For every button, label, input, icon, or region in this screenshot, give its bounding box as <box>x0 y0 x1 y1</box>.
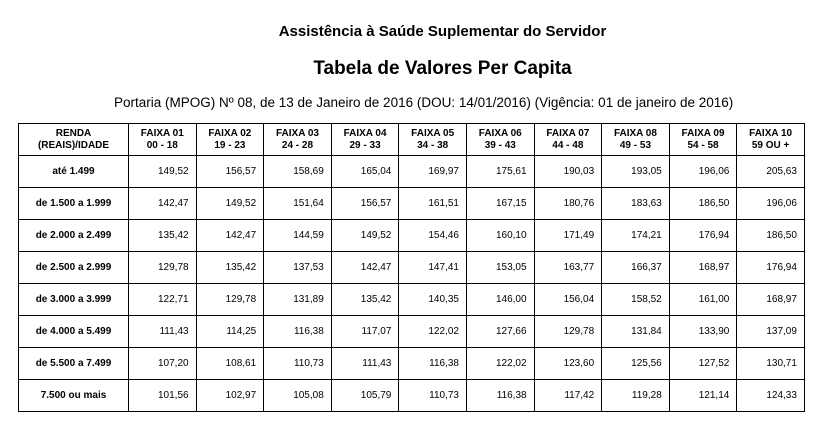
price-table <box>18 123 805 412</box>
price-cell: 168,97 <box>669 252 737 284</box>
price-cell: 131,84 <box>602 316 670 348</box>
age-band-range: 44 - 48 <box>552 139 584 151</box>
price-cell: 133,90 <box>669 316 737 348</box>
table-title: Tabela de Valores Per Capita <box>313 58 572 79</box>
price-cell: 186,50 <box>669 188 737 220</box>
table-row <box>19 348 805 380</box>
price-cell: 101,56 <box>129 380 197 412</box>
age-band-range: 49 - 53 <box>619 139 652 151</box>
price-cell: 107,20 <box>129 348 197 380</box>
price-cell: 129,78 <box>534 316 602 348</box>
price-cell: 110,73 <box>399 380 467 412</box>
price-cell: 169,97 <box>399 156 467 188</box>
price-cell: 127,66 <box>466 316 534 348</box>
price-cell: 154,46 <box>399 220 467 252</box>
price-cell: 153,05 <box>466 252 534 284</box>
table-row <box>19 284 805 316</box>
price-cell: 116,38 <box>466 380 534 412</box>
price-cell: 122,02 <box>399 316 467 348</box>
price-cell: 158,52 <box>602 284 670 316</box>
price-cell: 176,94 <box>737 252 805 284</box>
income-range-label: de 2.500 a 2.999 <box>19 252 129 284</box>
price-cell: 122,02 <box>466 348 534 380</box>
price-cell: 180,76 <box>534 188 602 220</box>
price-cell: 161,00 <box>669 284 737 316</box>
age-band-code: FAIXA 10 <box>749 127 793 139</box>
income-range-label: 7.500 ou mais <box>19 380 129 412</box>
price-cell: 171,49 <box>534 220 602 252</box>
ordinance-reference: Portaria (MPOG) Nº 08, de 13 de Janeiro de 2016 (DOU: 14/01/2016) (Vigência: 01 de janeiro de 2016) <box>114 95 734 110</box>
income-header-line: RENDA <box>55 127 92 139</box>
age-band-header <box>399 124 467 156</box>
age-band-range: 24 - 28 <box>281 139 314 151</box>
price-cell: 146,00 <box>466 284 534 316</box>
age-band-code: FAIXA 08 <box>613 127 657 139</box>
price-cell: 124,33 <box>737 380 805 412</box>
price-cell: 108,61 <box>196 348 264 380</box>
price-cell: 183,63 <box>602 188 670 220</box>
income-range-label: até 1.499 <box>19 156 129 188</box>
income-range-label: de 5.500 a 7.499 <box>19 348 129 380</box>
price-cell: 129,78 <box>129 252 197 284</box>
income-range-label: de 3.000 a 3.999 <box>19 284 129 316</box>
price-cell: 168,97 <box>737 284 805 316</box>
table-row <box>19 156 805 188</box>
price-cell: 121,14 <box>669 380 737 412</box>
price-cell: 190,03 <box>534 156 602 188</box>
price-cell: 149,52 <box>129 156 197 188</box>
price-cell: 135,42 <box>129 220 197 252</box>
price-cell: 114,25 <box>196 316 264 348</box>
price-cell: 131,89 <box>264 284 332 316</box>
price-cell: 117,42 <box>534 380 602 412</box>
age-band-header <box>196 124 264 156</box>
income-range-label: de 1.500 a 1.999 <box>19 188 129 220</box>
age-band-code: FAIXA 03 <box>275 127 319 139</box>
price-cell: 176,94 <box>669 220 737 252</box>
header-row <box>19 124 805 156</box>
price-cell: 163,77 <box>534 252 602 284</box>
price-cell: 105,79 <box>331 380 399 412</box>
age-band-code: FAIXA 05 <box>411 127 455 139</box>
age-band-range: 54 - 58 <box>687 139 719 151</box>
document-title: Assistência à Saúde Suplementar do Servidor <box>278 23 607 40</box>
price-cell: 142,47 <box>129 188 197 220</box>
price-cell: 144,59 <box>264 220 332 252</box>
price-cell: 110,73 <box>264 348 332 380</box>
table-row <box>19 252 805 284</box>
price-cell: 149,52 <box>196 188 264 220</box>
age-band-range: 19 - 23 <box>214 139 246 151</box>
price-cell: 111,43 <box>129 316 197 348</box>
price-cell: 122,71 <box>129 284 197 316</box>
price-cell: 156,57 <box>331 188 399 220</box>
price-table-body <box>19 156 805 412</box>
price-cell: 196,06 <box>737 188 805 220</box>
age-band-range: 59 OU + <box>751 139 790 151</box>
price-cell: 193,05 <box>602 156 670 188</box>
table-row <box>19 316 805 348</box>
age-band-code: FAIXA 04 <box>343 127 387 139</box>
age-band-code: FAIXA 09 <box>681 127 725 139</box>
age-band-range: 00 - 18 <box>146 139 178 151</box>
price-cell: 130,71 <box>737 348 805 380</box>
price-cell: 129,78 <box>196 284 264 316</box>
price-cell: 135,42 <box>196 252 264 284</box>
table-row <box>19 188 805 220</box>
price-cell: 125,56 <box>602 348 670 380</box>
price-cell: 137,09 <box>737 316 805 348</box>
price-cell: 166,37 <box>602 252 670 284</box>
price-cell: 127,52 <box>669 348 737 380</box>
price-cell: 137,53 <box>264 252 332 284</box>
age-band-code: FAIXA 06 <box>478 127 522 139</box>
age-band-header <box>602 124 670 156</box>
income-age-header <box>19 124 129 156</box>
price-cell: 196,06 <box>669 156 737 188</box>
age-band-header <box>129 124 197 156</box>
age-band-header <box>466 124 534 156</box>
age-band-header <box>534 124 602 156</box>
price-cell: 147,41 <box>399 252 467 284</box>
age-band-header <box>264 124 332 156</box>
price-cell: 156,04 <box>534 284 602 316</box>
price-cell: 102,97 <box>196 380 264 412</box>
price-cell: 123,60 <box>534 348 602 380</box>
age-band-header <box>737 124 805 156</box>
price-cell: 160,10 <box>466 220 534 252</box>
price-table-header <box>19 124 805 156</box>
price-cell: 142,47 <box>196 220 264 252</box>
age-band-range: 29 - 33 <box>349 139 381 151</box>
age-band-code: FAIXA 07 <box>546 127 590 139</box>
table-row <box>19 220 805 252</box>
price-cell: 135,42 <box>331 284 399 316</box>
price-cell: 158,69 <box>264 156 332 188</box>
price-cell: 105,08 <box>264 380 332 412</box>
price-cell: 119,28 <box>602 380 670 412</box>
price-cell: 111,43 <box>331 348 399 380</box>
price-cell: 149,52 <box>331 220 399 252</box>
price-cell: 151,64 <box>264 188 332 220</box>
price-cell: 116,38 <box>399 348 467 380</box>
table-row <box>19 380 805 412</box>
income-range-label: de 2.000 a 2.499 <box>19 220 129 252</box>
price-cell: 156,57 <box>196 156 264 188</box>
price-cell: 142,47 <box>331 252 399 284</box>
age-band-range: 39 - 43 <box>484 139 516 151</box>
age-band-header <box>331 124 399 156</box>
age-band-header <box>669 124 737 156</box>
price-cell: 174,21 <box>602 220 670 252</box>
price-cell: 167,15 <box>466 188 534 220</box>
price-cell: 117,07 <box>331 316 399 348</box>
price-cell: 165,04 <box>331 156 399 188</box>
age-band-code: FAIXA 02 <box>208 127 252 139</box>
age-band-range: 34 - 38 <box>417 139 449 151</box>
age-band-code: FAIXA 01 <box>140 127 184 139</box>
age-header-line: (REAIS)/IDADE <box>37 139 110 151</box>
price-cell: 205,63 <box>737 156 805 188</box>
price-cell: 161,51 <box>399 188 467 220</box>
price-cell: 116,38 <box>264 316 332 348</box>
price-cell: 175,61 <box>466 156 534 188</box>
income-range-label: de 4.000 a 5.499 <box>19 316 129 348</box>
price-cell: 140,35 <box>399 284 467 316</box>
price-cell: 186,50 <box>737 220 805 252</box>
